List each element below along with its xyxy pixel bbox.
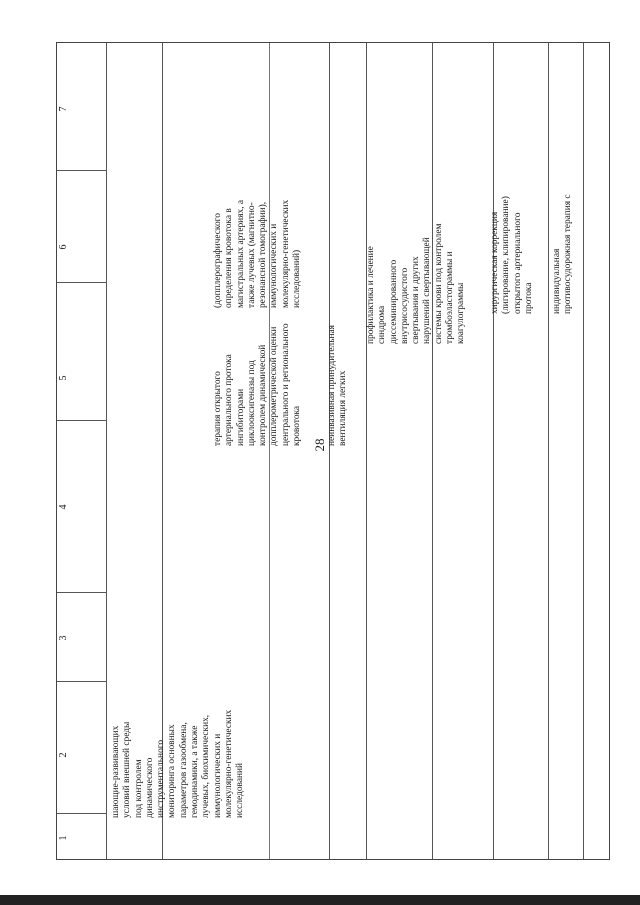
column-divider	[432, 43, 433, 859]
column-divider	[269, 43, 270, 859]
column-divider	[106, 43, 107, 859]
column-6-text-3: неинвазивная принудительная вентиляция легких	[327, 325, 349, 446]
column-6-cell-3	[327, 308, 367, 446]
column-6-text-4: профилактика и лечение синдрома диссеминированного внутрисосудистого свертывания и других нарушений свертывающей системы крови под контролем тромбоэластограммы и коагулограммы	[366, 223, 467, 344]
page-number: 28	[312, 438, 327, 452]
row-divider	[57, 681, 106, 682]
column-6-cell-4	[366, 176, 478, 344]
row-divider	[57, 813, 106, 814]
scan-bottom-edge	[0, 895, 640, 905]
column-header-1: 1	[58, 835, 69, 841]
column-6-cell-2	[213, 308, 325, 446]
column-6-text-6: индивидуальная противосудорожная терапия с	[552, 194, 574, 314]
column-6-cell-5	[490, 176, 550, 314]
column-divider	[583, 43, 584, 859]
column-divider	[329, 43, 330, 859]
column-divider	[493, 43, 494, 859]
row-divider	[57, 420, 106, 421]
column-header-2: 2	[58, 752, 69, 758]
column-6-text-1: (допплерографического определения кровотока в магистральных артериях, а также лучевых (магнитно- резонансной томографии), иммунологических и молекулярно-генетических исследований)	[213, 199, 303, 308]
column-header-7: 7	[58, 106, 69, 112]
column-header-6: 6	[58, 244, 69, 250]
column-header-3: 3	[58, 635, 69, 641]
column-6-cell-6	[552, 176, 592, 314]
column-divider	[548, 43, 549, 859]
row-divider	[57, 592, 106, 593]
column-6-text-2: терапия открытого артериального протока ингибиторами циклооксигеназы под контролем динамической допплерометрической оценки центрального и регионального кровотока	[213, 323, 303, 446]
column-2-cell	[111, 686, 251, 818]
column-header-4: 4	[58, 504, 69, 510]
column-2-text: шающие-развивающих условий внешней среды под контролем динамического инструментального мониторинга основных параметров газообмена, гемодинамики, а также лучевых, биохимических, иммунологических и молекулярно-генетических исследований	[111, 709, 246, 818]
column-6-text-5: хирургическая коррекция (лигирование, клипирование) открытого артериального протока	[490, 196, 534, 314]
row-divider	[57, 170, 106, 171]
column-divider	[366, 43, 367, 859]
column-6-cell-1	[213, 176, 309, 308]
row-divider	[57, 282, 106, 283]
column-header-5: 5	[58, 375, 69, 381]
